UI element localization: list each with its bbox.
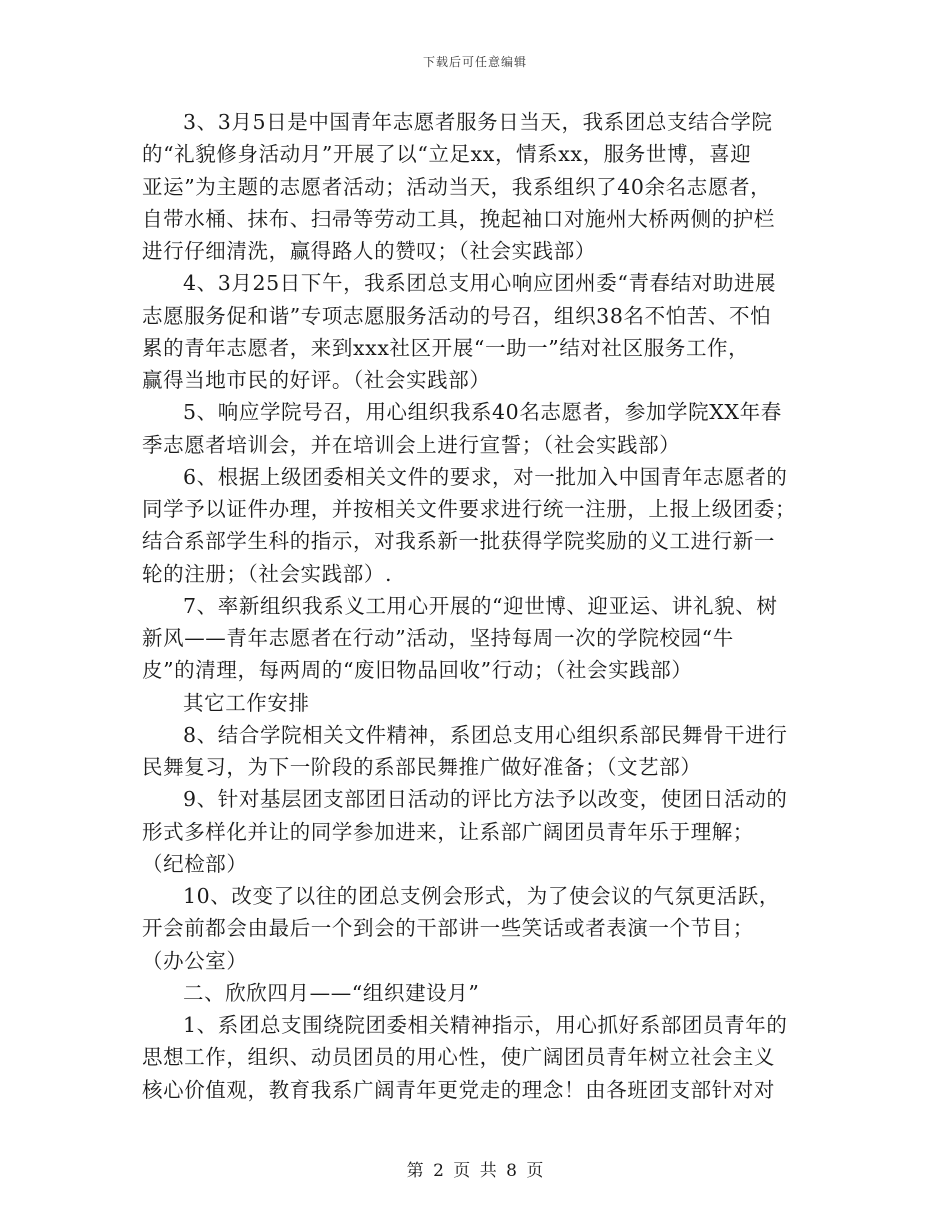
text-line: 7、率新组织我系义工用心开展的“迎世博、迎亚运、讲礼貌、树 — [183, 593, 778, 618]
text-line: 累的青年志愿者，来到xxx社区开展“一助一”结对社区服务工作， — [142, 335, 750, 360]
text-line: 季志愿者培训会，并在培训会上进行宣誓；（社会实践部） — [142, 432, 681, 457]
text-line: 自带水桶、抹布、扫帚等劳动工具，挽起袖口对施州大桥两侧的护栏 — [142, 206, 775, 231]
text-line: 9、针对基层团支部团日活动的评比方法予以改变，使团日活动的 — [183, 787, 788, 812]
text-line: 核心价值观，教育我系广阔青年更党走的理念！由各班团支部针对对 — [142, 1077, 775, 1102]
document-body — [142, 106, 812, 1106]
text-line: 开会前都会由最后一个到会的干部讲一些笑话或者表演一个节目； — [142, 916, 754, 941]
text-line: 3、3月5日是中国青年志愿者服务日当天，我系团总支结合学院 — [183, 110, 773, 134]
text-line: 结合系部学生科的指示，对我系新一批获得学院奖励的义工进行新一 — [142, 529, 775, 554]
text-line: 赢得当地市民的好评。（社会实践部） — [142, 368, 491, 392]
text-line: 新风——青年志愿者在行动”活动，坚持每周一次的学院校园“牛 — [142, 626, 734, 650]
text-line: 8、结合学院相关文件精神，系团总支用心组织系部民舞骨干进行 — [183, 722, 788, 747]
text-line: 进行仔细清洗，赢得路人的赞叹；（社会实践部） — [142, 239, 596, 263]
text-line: 民舞复习，为下一阶段的系部民舞推广做好准备；（文艺部） — [142, 755, 702, 779]
text-line: 思想工作，组织、动员团员的用心性，使广阔团员青年树立社会主义 — [142, 1045, 775, 1070]
text-line: 轮的注册；（社会实践部）. — [142, 561, 393, 586]
text-line: 二、欣欣四月——“组织建设月” — [183, 980, 480, 1005]
text-line: 的“礼貌修身活动月”开展了以“立足xx，情系xx，服务世博，喜迎 — [142, 142, 752, 167]
text-line: 其它工作安排 — [183, 690, 310, 715]
text-line: （办公室） — [142, 948, 248, 973]
text-line: 4、3月25日下午，我系团总支用心响应团州委“青春结对助进展 — [183, 271, 777, 296]
text-line: （纪检部） — [142, 851, 248, 876]
page-footer: 第 2 页 共 8 页 — [406, 1161, 544, 1181]
text-line: 10、改变了以往的团总支例会形式，为了使会议的气氛更活跃， — [183, 884, 780, 908]
text-line: 6、根据上级团委相关文件的要求，对一批加入中国青年志愿者的 — [183, 464, 788, 489]
text-line: 皮”的清理，每两周的“废旧物品回收”行动；（社会实践部） — [142, 658, 693, 683]
text-line: 5、响应学院号召，用心组织我系40名志愿者，参加学院XX年春 — [183, 400, 782, 425]
text-line: 亚运”为主题的志愿者活动；活动当天，我系组织了40余名志愿者， — [142, 174, 772, 199]
text-line: 形式多样化并让的同学参加进来，让系部广阔团员青年乐于理解； — [142, 819, 754, 844]
page-header: 下载后可任意编辑 — [422, 55, 527, 69]
text-line: 志愿服务促和谐”专项志愿服务活动的号召，组织38名不怕苦、不怕 — [142, 303, 772, 328]
text-line: 1、系团总支围绕院团委相关精神指示，用心抓好系部团员青年的 — [183, 1013, 788, 1037]
text-line: 同学予以证件办理，并按相关文件要求进行统一注册，上报上级团委； — [142, 497, 797, 521]
